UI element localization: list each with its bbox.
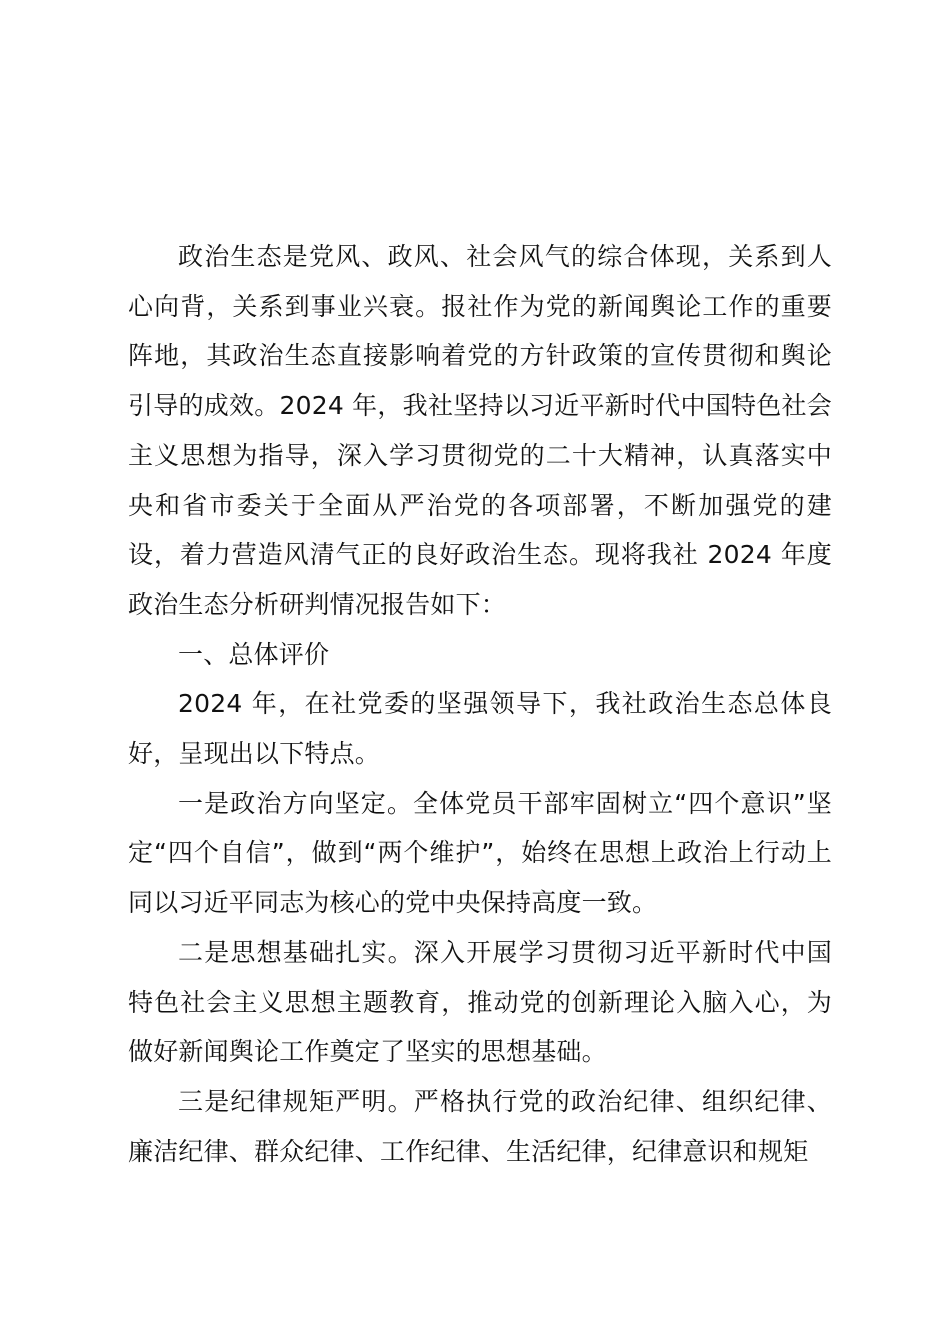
paragraph-point-three: 三是纪律规矩严明。严格执行党的政治纪律、组织纪律、廉洁纪律、群众纪律、工作纪律、生活纪律，纪律意识和规矩 — [128, 1086, 832, 1166]
paragraph-point-two: 二是思想基础扎实。深入开展学习贯彻习近平新时代中国特色社会主义思想主题教育，推动党的创新理论入脑入心，为做好新闻舆论工作奠定了坚实的思想基础。 — [128, 937, 832, 1067]
section-heading-overall-evaluation: 一、总体评价 — [178, 639, 330, 669]
paragraph-intro: 政治生态是党风、政风、社会风气的综合体现，关系到人心向背，关系到事业兴衰。报社作为党的新闻舆论工作的重要阵地，其政治生态直接影响着党的方针政策的宣传贯彻和舆论引导的成效。2024 年，我社坚持以习近平新时代中国特色社会主义思想为指导，深入学习贯彻党的二十大精神，认真落实中央和省市委关于全面从严治党的各项部署，不断加强党的建设，着力营造风清气正的良好政治生态。现将我社 2024 年度政治生态分析研判情况报告如下： — [128, 242, 832, 619]
document-body — [128, 232, 832, 1176]
paragraph-point-one: 一是政治方向坚定。全体党员干部牢固树立“四个意识”坚定“四个自信”，做到“两个维护”，始终在思想上政治上行动上同以习近平同志为核心的党中央保持高度一致。 — [128, 788, 832, 918]
paragraph-overview: 2024 年，在社党委的坚强领导下，我社政治生态总体良好，呈现出以下特点。 — [128, 689, 832, 769]
